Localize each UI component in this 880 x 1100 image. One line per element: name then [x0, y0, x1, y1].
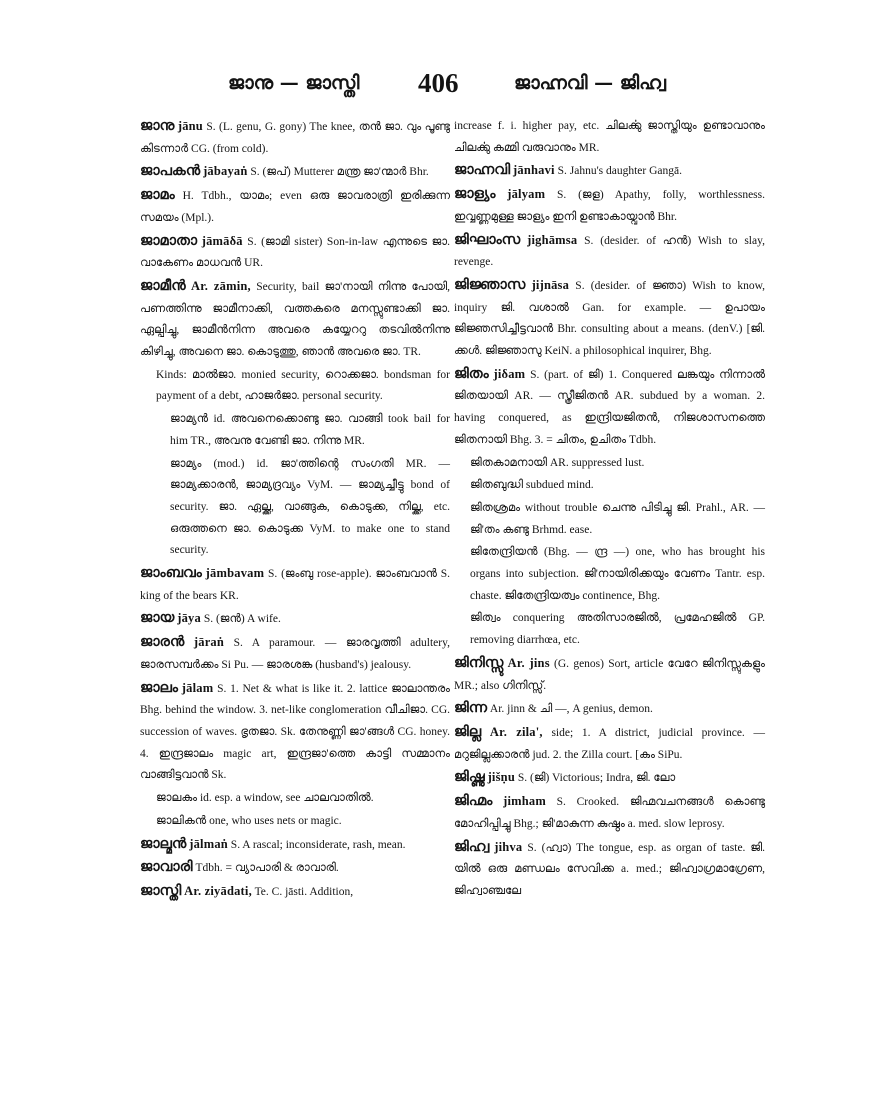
headword: ജിജ്ഞാസ	[454, 276, 526, 293]
definition-text: S. Crooked. ജിഹ്മവചനങ്ങൾ കൊണ്ടു മോഹിപ്പിച്ചു Bhg.; ജി'മാകുന്ന കുഷ്ഠം a. med. slow leprosy.	[454, 796, 766, 830]
dictionary-entry	[454, 722, 765, 766]
definition-text: S. (ജപ്) Mutterer മന്ത്ര ജാ'ന്മാർ Bhr.	[247, 166, 429, 179]
definition-text: ജിതശ്രമം without trouble ചെന്നു പിടിച്ചു ജി. Prahl., AR. — ജി'തം കണ്ടു Brhmd. ease.	[470, 501, 765, 536]
definition-text: S. (ജള) Apathy, folly, worthlessness. ഇവ്വണ്ണമുള്ള ജാള്യം ഇനി ഉണ്ടാകായ്വാൻ Bhr.	[454, 189, 765, 223]
headword: ജിഘാംസ	[454, 231, 521, 248]
definition-text: Ar. jinn & ചി —, A genius, demon.	[489, 703, 653, 716]
headword: ജിഷ്ണു	[454, 769, 485, 786]
headword: ജിന്ന	[454, 700, 488, 717]
transliteration: Ar. zāmin,	[190, 278, 251, 293]
dictionary-entry	[454, 160, 765, 183]
definition-text: S. 1. Net & what is like it. 2. lattice ജാലാന്തരം Bhg. behind the window. 3. net-like conglomeration വീചിജാ. CG. succession of waves. ഭൃതജാ. Sk. തേനുണ്ണി ജാ'ങ്ങൾ CG. honey. 4. ഇന്ദ്രജാലം magic art, ഇന്ദ്രജാ'ത്തെ കാട്ടി സമ്മാനം വാങ്ങിട്ടവാൻ Sk.	[140, 682, 450, 782]
definition-text: S. (ജാമി sister) Son-in-law എന്നുടെ ജാ. വാകേണം മാധവൻ UR.	[140, 235, 450, 270]
definition-text: increase f. i. higher pay, etc. ചിലൎക്കു ജാസ്തിയും ഉണ്ടാവാനും ചിലൎക്കു കമ്മി വരുവാനും MR.	[454, 120, 765, 154]
definition-text: S. (part. of ജി) 1. Conquered ലങ്കയും നിന്നാൽ ജിതയായി AR. — സ്ത്രീജിതൻ AR. subdued by a woman. 2. having conquered, as ഇന്ദ്രിയജിതൻ, നിജശാസനത്തെ ജിതനായി Bhg. 3. = ചിതം, ഉചിതം Tdbh.	[454, 368, 766, 446]
definition-text: Security, bail ജാ'നായി നിന്നു പോയി, പണത്തിന്നു ജാമീനാക്കി, വത്തകരെ മനസ്സുണ്ടാക്കി ജാ. ഏല്പിച്ചു, ജാമീൻനിന്ന അവരെ കയ്യേററു തടവിൽനിന്നു കിഴിച്ചു, അവനെ ജാ. കൊടുത്തു, ഞാൻ അവരെ ജാ. TR.	[140, 280, 450, 359]
transliteration: Ar. ziyādati,	[184, 883, 252, 898]
definition-text: S. (ഹ്വാ) The tongue, esp. as organ of taste. ജി. യിൽ ഒരു മണ്ഡലം സേവിക്ക a. med.; ജിഹ്വാഗ്രമാഗ്രേണ, ജിഹ്വാഞ്ചലേ	[454, 841, 765, 897]
definition-text: S. A rascal; inconsiderate, rash, mean.	[227, 838, 406, 851]
definition-text: Tdbh. = വ്യാപാരി & രാവാരി.	[195, 862, 339, 875]
definition-text: ജാമ്യൻ id. അവനെക്കൊണ്ടു ജാ. വാങ്ങി took bail for him TR., അവനു വേണ്ടി ജാ. നിന്നു MR.	[170, 413, 450, 447]
dictionary-entry	[140, 563, 450, 607]
transliteration: jānu	[177, 119, 203, 133]
headword: ജില്ല	[454, 723, 482, 740]
dictionary-entry	[454, 498, 765, 541]
dictionary-entry	[454, 837, 765, 903]
headword: ജാപകൻ	[140, 163, 201, 180]
dictionary-entry	[454, 453, 765, 475]
transliteration: jāmbavam	[205, 566, 265, 581]
definition-text: S. (ജംബു rose-apple). ജാംബവാൻ S. king of the bears KR.	[140, 568, 450, 602]
dictionary-entry	[454, 608, 765, 651]
headword: ജിനിസ്സു	[454, 654, 504, 671]
transliteration: jālmaṅ	[189, 836, 228, 851]
left-guide-word: ജാനു — ജാസ്തി	[228, 72, 360, 94]
transliteration: Ar. jins	[507, 655, 550, 670]
left-column	[140, 116, 450, 905]
dictionary-entry	[140, 608, 450, 631]
headword: ജാലം	[140, 679, 179, 696]
definition-text: ജിത്വം conquering അതിസാരജിൽ, പ്രമേഹജിൽ GP. removing diarrhœa, etc.	[470, 612, 765, 647]
dictionary-entry	[140, 857, 450, 880]
headword: ജാവാരി	[140, 859, 193, 876]
dictionary-entry	[140, 161, 450, 184]
definition-text: ജിതകാമനായി AR. suppressed lust.	[470, 456, 645, 469]
dictionary-entry	[140, 231, 450, 275]
headword: ജാള്യം	[454, 186, 496, 203]
definition-text: side; 1. A district, judicial province. — മറുജില്ലക്കാരൻ jud. 2. the Zilla court. [കം SiPu.	[454, 726, 766, 761]
definition-text: S. Jahnu's daughter Gangā.	[554, 165, 682, 178]
dictionary-entry	[454, 542, 765, 607]
dictionary-entry	[140, 811, 450, 833]
headword: ജാമം	[140, 187, 175, 204]
dictionary-entry	[454, 275, 765, 363]
dictionary-entry	[140, 116, 450, 160]
dictionary-entry	[454, 791, 765, 835]
dictionary-entry	[454, 653, 765, 697]
page-header	[0, 68, 880, 108]
headword: ജാഹ്നവി	[454, 162, 511, 179]
dictionary-entry	[454, 116, 765, 159]
headword: ജാംബവം	[140, 565, 202, 582]
headword: ജാമാതാ	[140, 232, 198, 249]
dictionary-entry	[454, 184, 765, 228]
transliteration: jāya	[177, 611, 201, 626]
dictionary-entry	[454, 767, 765, 790]
transliteration: jānhavi	[513, 163, 555, 178]
headword: ജാമീൻ	[140, 277, 186, 294]
headword: ജാനു	[140, 118, 175, 134]
transliteration: jijnāsa	[531, 277, 570, 292]
definition-text: Te. C. jāsti. Addition,	[251, 885, 354, 898]
transliteration: jighāmsa	[527, 232, 578, 247]
dictionary-entry	[140, 678, 450, 788]
dictionary-entry	[140, 365, 450, 408]
definition-text: ജാലികൻ one, who uses nets or magic.	[156, 814, 342, 827]
transliteration: jiδam	[493, 366, 526, 381]
dictionary-entry	[140, 881, 450, 904]
dictionary-entry	[140, 276, 450, 364]
dictionary-entry	[454, 698, 765, 721]
transliteration: jihva	[494, 839, 523, 854]
dictionary-entry	[454, 475, 765, 497]
headword: ജിഹ്മം	[454, 793, 493, 810]
dictionary-entry	[140, 454, 450, 563]
headword: ജിതം	[454, 365, 489, 382]
definition-text: ജിതേന്ദ്രിയൻ (Bhg. — ന്ദ്ര —) one, who has brought his organs into subjection. ജി'നായിരിക്കയും വേണം Tantr. esp. chaste. ജിതേന്ദ്രിയത്വം continence, Bhg.	[470, 546, 765, 602]
definition-text: S. (desider. of ജ്ഞാ) Wish to know, inquiry ജി. വശാൽ Gan. for example. — ഉപായം ജിജ്ഞസിച്ചീട്ടവാൻ Bhr. consulting about a means. (denV.) [ജി. ക്കൾ. ജിജ്ഞാസു KeiN. a philosophical inquirer, Bhg.	[454, 279, 766, 358]
definition-text: (G. genos) Sort, article വേറേ ജിനിസ്സുകളും MR.; also ഗിനിസ്സ്.	[454, 657, 766, 692]
headword: ജിഹ്വ	[454, 838, 490, 855]
headword: ജാസ്തി	[140, 882, 182, 899]
headword: ജാല്മൻ	[140, 835, 187, 852]
transliteration: jālyam	[507, 187, 546, 202]
transliteration: jāmāδā	[201, 233, 243, 248]
definition-text: ജാമ്യം (mod.) id. ജാ'ത്തിന്റെ സംഗതി MR. — ജാമ്യക്കാരൻ, ജാമ്യദ്രവ്യം VyM. — ജാമ്യച്ചീട്ടു bond of security. ജാ. ഏല്ക്ക, വാങ്ങുക, കൊടുക്ക, നില്ക്ക, etc. ഒരുത്തനെ ജാ. കൊടുക്ക VyM. to make one to stand security.	[170, 457, 450, 557]
definition-text: ജിതബുദ്ധി subdued mind.	[470, 479, 594, 492]
page-number: 406	[418, 68, 459, 98]
definition-text: Kinds: മാൽജാ. monied security, റൊക്കജാ. bondsman for payment of a debt, ഹാജർജാ. personal security.	[156, 368, 450, 403]
transliteration: jālam	[181, 680, 214, 695]
dictionary-entry	[454, 230, 765, 274]
dictionary-entry	[454, 364, 765, 452]
dictionary-entry	[140, 632, 450, 676]
transliteration: Ar. zila',	[489, 724, 543, 739]
transliteration: jāraṅ	[193, 635, 225, 650]
definition-text: S. (L. genu, G. gony) The knee, തൻ ജാ. വും പൂണ്ടു കിടന്നാർ CG. (from cold).	[140, 121, 450, 155]
definition-text: S. A paramour. — ജാരവൃത്തി adultery, ജാരസമ്പർക്കം Si Pu. — ജാരശങ്ക (husband's) jealousy.	[140, 637, 450, 671]
right-guide-word: ജാഹ്നവി — ജിഹ്വ	[514, 72, 666, 94]
definition-text: S. (desider. of ഹൻ) Wish to slay, revenge.	[454, 234, 765, 269]
dictionary-entry	[140, 788, 450, 810]
transliteration: jišṇu	[487, 770, 515, 785]
dictionary-entry	[140, 409, 450, 452]
definition-text: S. (ജി) Victorious; Indra, ജി. ലോ	[514, 772, 676, 785]
definition-text: H. Tdbh., യാമം; even ഒരു ജാവരാത്രി ഇരിക്കുന്ന സമയം (Mpl.).	[140, 190, 450, 224]
transliteration: jābayaṅ	[203, 164, 248, 179]
right-column	[454, 116, 765, 904]
dictionary-entry	[140, 834, 450, 857]
headword: ജായ	[140, 610, 175, 627]
headword: ജാരൻ	[140, 634, 185, 651]
definition-text: ജാലകം id. esp. a window, see ചാലവാതിൽ.	[156, 792, 374, 805]
transliteration: jimham	[503, 794, 546, 809]
dictionary-entry	[140, 185, 450, 229]
definition-text: S. (ജൻ) A wife.	[200, 613, 281, 626]
